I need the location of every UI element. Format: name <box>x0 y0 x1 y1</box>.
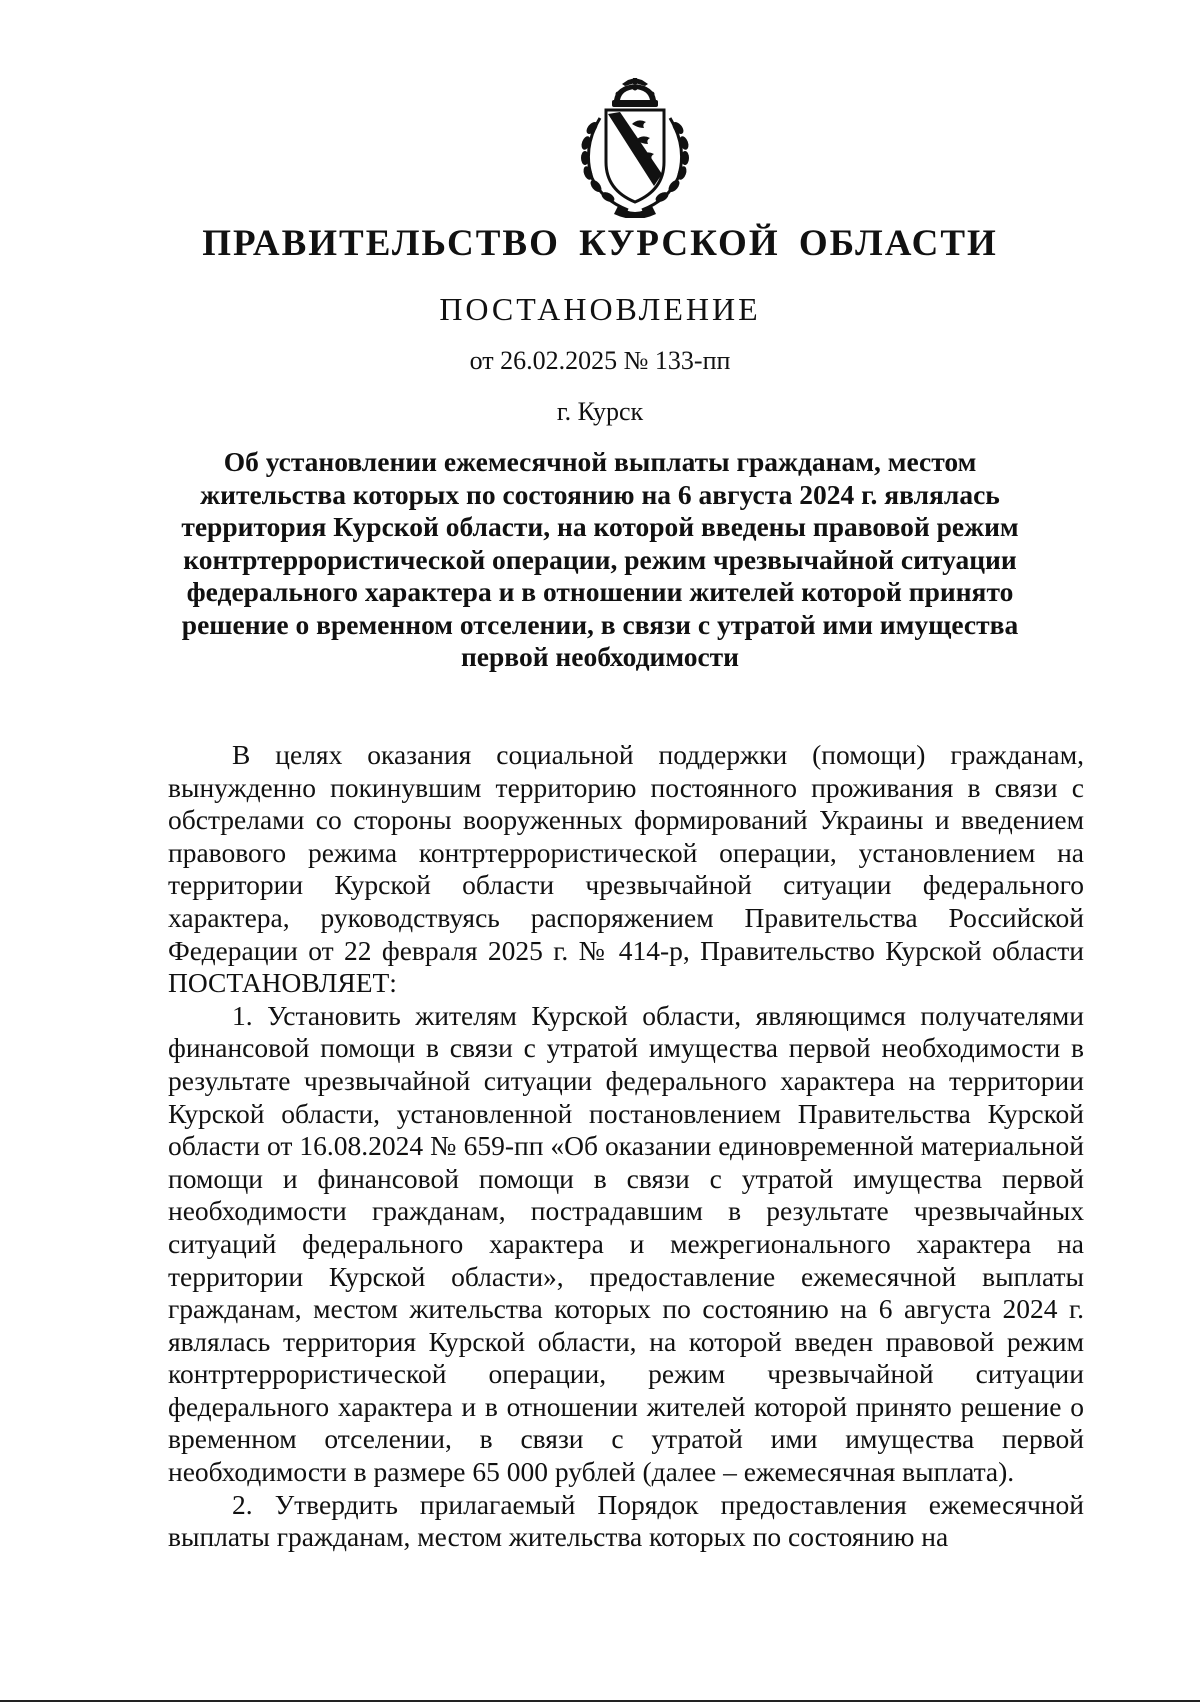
document-subject: Об установлении ежемесячной выплаты гражданам, местом жительства которых по состоянию на 6 августа 2024 г. являлась территория Курской области, на которой введены правовой режим контртеррористической операции, режим чрезвычайной ситуации федерального характера и в отношении жителей которой принято решение о временном отселении, в связи с утратой ими имущества первой необходимости <box>181 446 1019 672</box>
item-1-paragraph: 1. Установить жителям Курской области, являющимся получателями финансовой помощи в связи с утратой имущества первой необходимости в результате чрезвычайной ситуации федерального характера на территории Курской области, установленной постановлением Правительства Курской области от 16.08.2024 № 659-пп «Об оказании единовременной материальной помощи и финансовой помощи в связи с утратой имущества первой необходимости гражданам, пострадавшим в результате чрезвычайных ситуаций федерального характера и межрегионального характера на территории Курской области», предоставление ежемесячной выплаты гражданам, местом жительства которых по состоянию на 6 августа 2024 г. являлась территория Курской области, на которой введен правовой режим контртеррористической операции, режим чрезвычайной ситуации федерального характера и в отношении жителей которой принято решение о временном отселении, в связи с утратой ими имущества первой необходимости в размере 65 000 рублей (далее – ежемесячная выплата). <box>168 999 1084 1488</box>
document-city: г. Курск <box>556 397 644 426</box>
document-type: ПОСТАНОВЛЕНИЕ <box>439 291 761 327</box>
kursk-coat-of-arms-icon <box>570 78 700 218</box>
item-2-paragraph: 2. Утвердить прилагаемый Порядок предоставления ежемесячной выплаты гражданам, местом жительства которых по состоянию на <box>168 1488 1084 1553</box>
preamble-paragraph: В целях оказания социальной поддержки (помощи) гражданам, вынужденно покинувшим территорию постоянного проживания в связи с обстрелами со стороны вооруженных формирований Украины и введением правового режима контртеррористической операции, установлением на территории Курской области чрезвычайной ситуации федерального характера, руководствуясь распоряжением Правительства Российской Федерации от 22 февраля 2025 г. № 414-р, Правительство Курской области ПОСТАНОВЛЯЕТ: <box>168 739 1084 999</box>
scan-edge-line <box>0 1700 1200 1702</box>
government-title: ПРАВИТЕЛЬСТВО КУРСКОЙ ОБЛАСТИ <box>202 223 998 264</box>
document-date-number: от 26.02.2025 № 133-пп <box>469 346 731 375</box>
document-body <box>168 739 1084 1554</box>
